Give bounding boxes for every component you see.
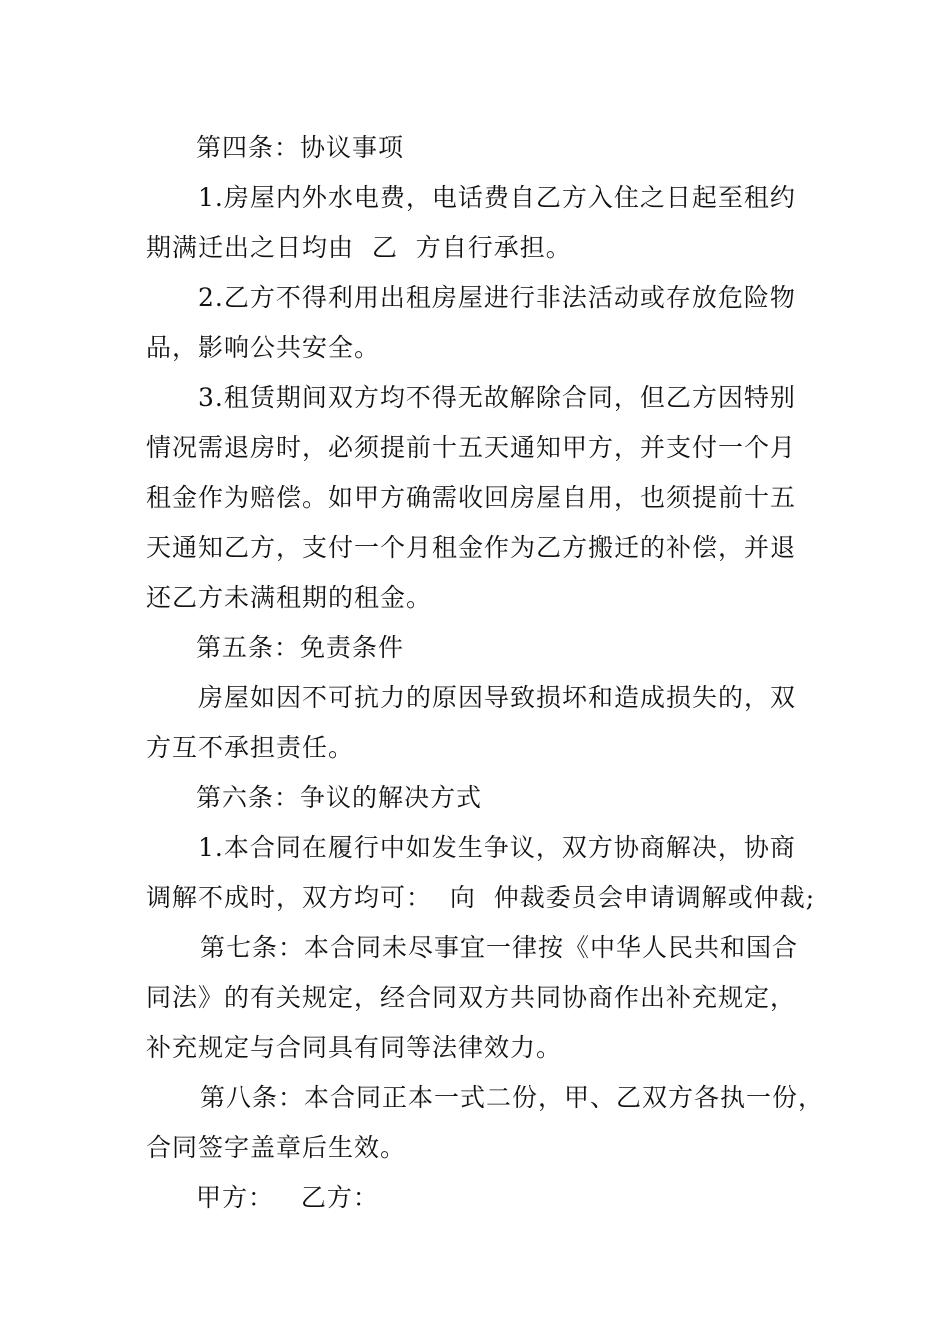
article-7-line-3: 补充规定与合同具有同等法律效力。 — [146, 1033, 563, 1062]
article-6-heading: 第六条：争议的解决方式 — [196, 783, 483, 812]
article-6-item-1-line-2: 调解不成时，双方均可： 向 仲裁委员会申请调解或仲裁; — [146, 883, 816, 912]
article-7-line-2: 同法》的有关规定，经合同双方共同协商作出补充规定， — [146, 983, 797, 1012]
article-8-line-1: 第八条：本合同正本一式二份，甲、乙双方各执一份， — [200, 1083, 825, 1112]
article-4-item-3-line-5: 还乙方未满租期的租金。 — [146, 583, 433, 612]
article-4-item-2-line-2: 品，影响公共安全。 — [146, 333, 381, 362]
article-4-item-3-line-2: 情况需退房时，必须提前十五天通知甲方，并支付一个月 — [146, 433, 797, 462]
article-4-item-2-line-1: 2.乙方不得利用出租房屋进行非法活动或存放危险物 — [198, 283, 796, 312]
article-5-body-line-1: 房屋如因不可抗力的原因导致损坏和造成损失的，双 — [198, 683, 797, 712]
article-4-item-3-line-4: 天通知乙方，支付一个月租金作为乙方搬迁的补偿，并退 — [146, 533, 797, 562]
article-5-heading: 第五条：免责条件 — [196, 633, 405, 662]
article-8-line-2: 合同签字盖章后生效。 — [146, 1133, 407, 1162]
article-4-item-1-line-1: 1.房屋内外水电费，电话费自乙方入住之日起至租约 — [198, 183, 796, 212]
signature-line: 甲方： 乙方： — [196, 1183, 379, 1212]
article-4-heading: 第四条：协议事项 — [196, 133, 405, 162]
article-4-item-1-line-2: 期满迁出之日均由 乙 方自行承担。 — [146, 233, 572, 262]
article-5-body-line-2: 方互不承担责任。 — [146, 733, 355, 762]
article-6-item-1-line-1: 1.本合同在履行中如发生争议，双方协商解决，协商 — [198, 833, 796, 862]
article-7-line-1: 第七条：本合同未尽事宜一律按《中华人民共和国合 — [200, 933, 799, 962]
article-4-item-3-line-1: 3.租赁期间双方均不得无故解除合同，但乙方因特别 — [198, 383, 796, 412]
article-4-item-3-line-3: 租金作为赔偿。如甲方确需收回房屋自用，也须提前十五 — [146, 483, 797, 512]
